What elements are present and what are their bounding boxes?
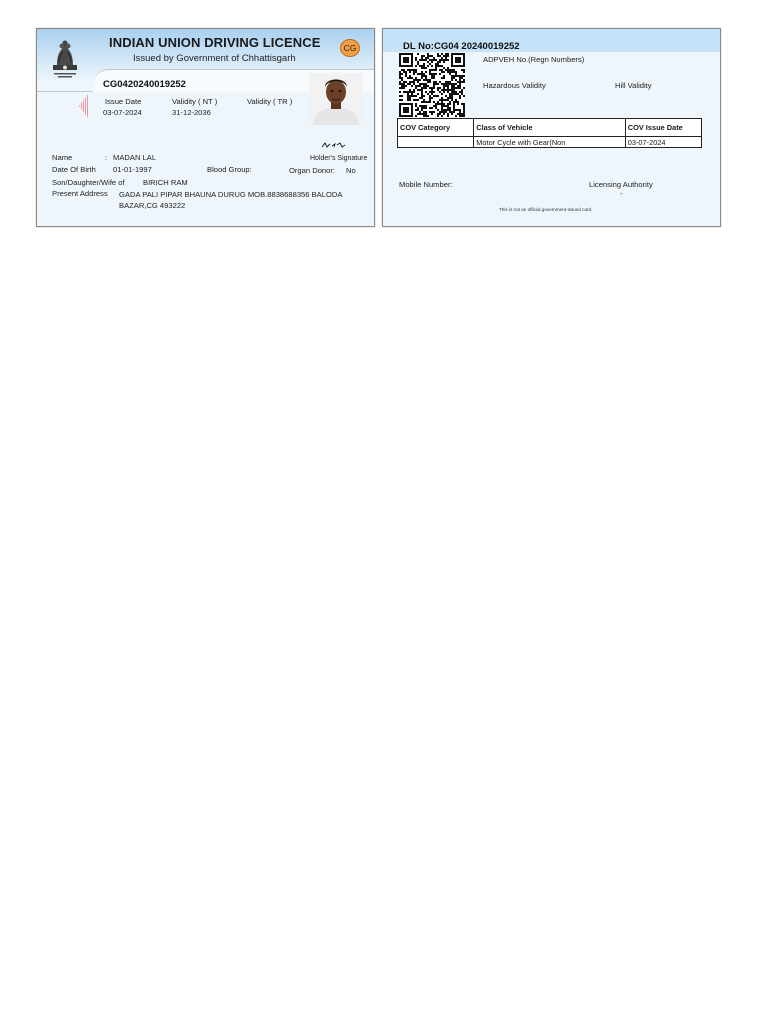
cov-table <box>397 118 702 148</box>
cov-issue-date-header: COV Issue Date <box>625 119 701 137</box>
back-dl-value: CG04 20240019252 <box>433 41 520 52</box>
validity-nt-label: Validity ( NT ) <box>172 97 218 106</box>
name-value: MADAN LAL <box>113 153 157 162</box>
hill-validity-label: Hill Validity <box>615 81 652 90</box>
validity-nt-value: 31-12-2036 <box>172 108 211 117</box>
name-label: Name <box>52 153 73 162</box>
back-dl-label: DL No: <box>403 41 434 52</box>
cov-category-cell <box>398 137 474 148</box>
adpveh-label: ADPVEH No.(Regn Numbers) <box>483 55 585 64</box>
relation-value: BIRICH RAM <box>143 178 188 187</box>
national-emblem-icon <box>49 35 81 83</box>
validity-tr-label: Validity ( TR ) <box>247 97 293 106</box>
blood-group-label: Blood Group: <box>207 165 252 174</box>
cov-table-header-row <box>398 119 702 137</box>
hazardous-validity-label: Hazardous Validity <box>483 81 546 90</box>
licence-title: INDIAN UNION DRIVING LICENCE <box>109 35 321 50</box>
licence-back-card <box>382 28 721 227</box>
table-row <box>398 137 702 148</box>
holder-signature-label: Holder's Signature <box>310 155 368 162</box>
licensing-authority-value: - <box>620 189 623 198</box>
disclaimer-text: This is not an official government-issued card. <box>499 207 593 212</box>
address-line-1: GADA PALI PIPAR BHAUNA DURUG MOB.8838688356 BALODA <box>119 190 343 199</box>
issue-date-label: Issue Date <box>105 97 142 106</box>
organ-donor-label: Organ Donor: <box>289 166 336 175</box>
back-dl-number <box>403 41 520 52</box>
class-of-vehicle-header: Class of Vehicle <box>474 119 625 137</box>
hologram-icon <box>77 93 91 119</box>
address-label: Present Address <box>52 189 108 198</box>
address-line-2: BAZAR,CG 493222 <box>119 201 186 210</box>
cov-issue-date-cell: 03-07-2024 <box>625 137 701 148</box>
holder-signature-icon <box>321 141 347 149</box>
licensing-authority-label: Licensing Authority <box>589 180 653 189</box>
class-of-vehicle-cell: Motor Cycle with Gear(Non <box>474 137 625 148</box>
relation-label: Son/Daughter/Wife of <box>52 178 125 187</box>
qr-code-icon <box>399 53 465 117</box>
name-separator: : <box>105 153 108 162</box>
mobile-number-label: Mobile Number: <box>399 180 453 189</box>
state-badge: CG <box>340 39 360 57</box>
dl-number: CG0420240019252 <box>103 79 186 90</box>
holder-photo <box>309 73 363 125</box>
dob-label: Date Of Birth <box>52 165 96 174</box>
licence-front-card <box>36 28 375 227</box>
cov-category-header: COV Category <box>398 119 474 137</box>
organ-donor-value: No <box>346 166 356 175</box>
licence-subtitle: Issued by Government of Chhattisgarh <box>133 53 296 64</box>
dob-value: 01-01-1997 <box>113 165 152 174</box>
issue-date-value: 03-07-2024 <box>103 108 142 117</box>
